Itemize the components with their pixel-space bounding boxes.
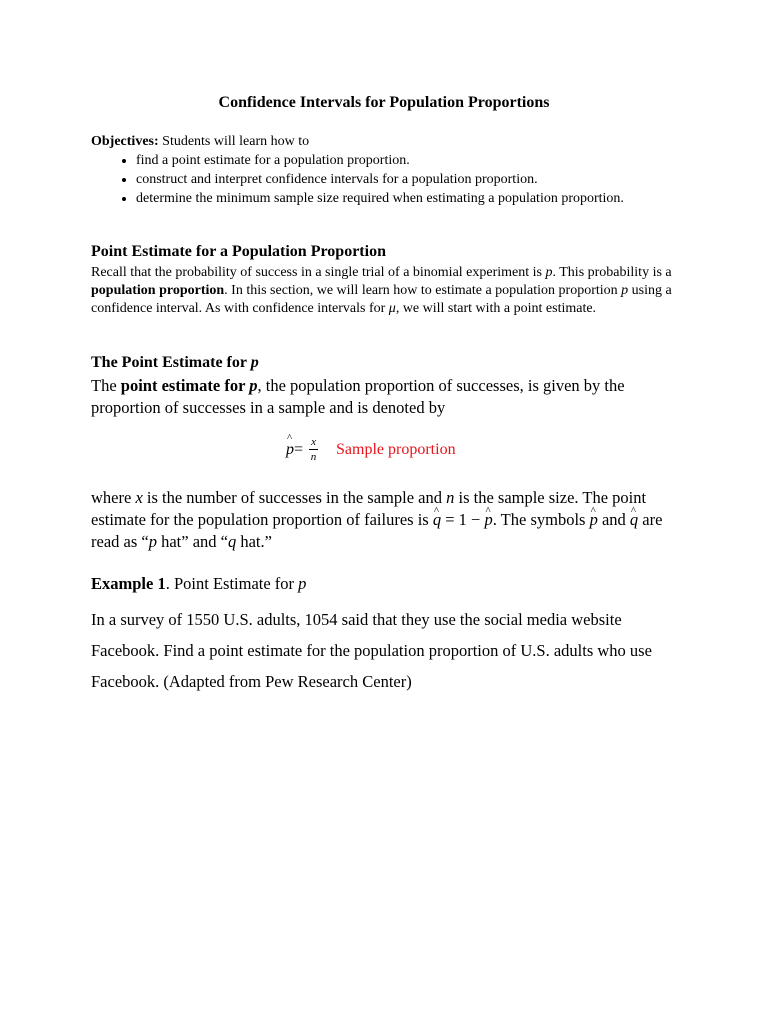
where-text: are read as “ [91,510,663,551]
section2-paragraph [91,375,681,419]
section1-paragraph [91,264,681,318]
var-n: n [446,488,455,507]
fraction-bar [309,449,318,450]
where-text: . The symbols [492,510,590,529]
heading-text: The Point Estimate for [91,354,251,371]
section-heading-point-estimate-p [91,354,259,372]
section1-bold-term: population proportion [91,283,225,298]
example-heading [91,573,681,595]
where-text: is the number of successes in the sample and [142,488,447,507]
var-q: q [227,532,237,551]
where-text: is the sample size. The point estimate for the population proportion of failures is [91,488,647,529]
objectives-intro [91,132,691,151]
example-body: In a survey of 1550 U.S. adults, 1054 said that they use the social media website Facebook. Find a point estimate for the population proportion of U.S. adults who use Facebook. (Adapted from Pew Research Center) [91,610,652,691]
section2-text: , the population proportion of successes, is given by the proportion of successes in a sample and is denoted by [91,376,625,417]
section2-bold-term: point estimate for [120,376,250,395]
formula-label: Sample proportion [336,440,456,458]
objectives-list [91,151,691,208]
equals-sign: = [294,440,304,458]
section-heading-point-estimate: Point Estimate for a Population Proportion [91,243,386,260]
section1-text: . This probability is a [552,265,672,280]
var-p: p [545,265,553,280]
objectives-block [91,132,691,208]
p-hat-symbol: ^ p [484,509,492,531]
q-hat-symbol: ^ q [630,509,638,531]
var-p: p [298,574,307,593]
objective-item: • construct and interpret confidence intervals for a population proportion. [136,170,691,189]
fraction [309,436,318,463]
section2-text: The [91,376,121,395]
example-title: . Point Estimate for [165,574,299,593]
objective-item: • find a point estimate for a population proportion. [136,151,691,170]
where-text: = 1 − [441,510,485,529]
var-p: p [249,376,258,395]
where-text: hat” and “ [156,532,228,551]
objectives-label: Objectives: [91,134,159,149]
objectives-intro-text: Students will learn how to [158,134,310,149]
section1-text: using a confidence interval. As with confidence intervals for [91,283,672,316]
where-text: and [597,510,630,529]
where-text: where [91,488,136,507]
fraction-numerator: x [311,436,316,448]
page-title: Confidence Intervals for Population Proportions [218,94,550,111]
where-text: hat.” [236,532,272,551]
objective-item: • determine the minimum sample size required when estimating a population proportion. [136,189,691,208]
where-paragraph [91,487,681,553]
p-hat-symbol: ^ p [590,509,598,531]
q-hat-symbol: ^ q [433,509,441,531]
var-mu: μ [388,301,396,316]
var-x: x [135,488,143,507]
var-p: p [621,283,629,298]
example-label: Example 1 [91,574,166,593]
fraction-denominator: n [310,451,317,463]
section1-text: . In this section, we will learn how to estimate a population proportion [224,283,622,298]
section1-text: Recall that the probability of success in a single trial of a binomial experiment is [91,265,546,280]
sample-proportion-formula [286,436,456,463]
p-hat-symbol: ^ p [286,441,294,459]
var-p: p [250,354,259,371]
var-p: p [148,532,157,551]
section1-text: , we will start with a point estimate. [395,301,597,316]
